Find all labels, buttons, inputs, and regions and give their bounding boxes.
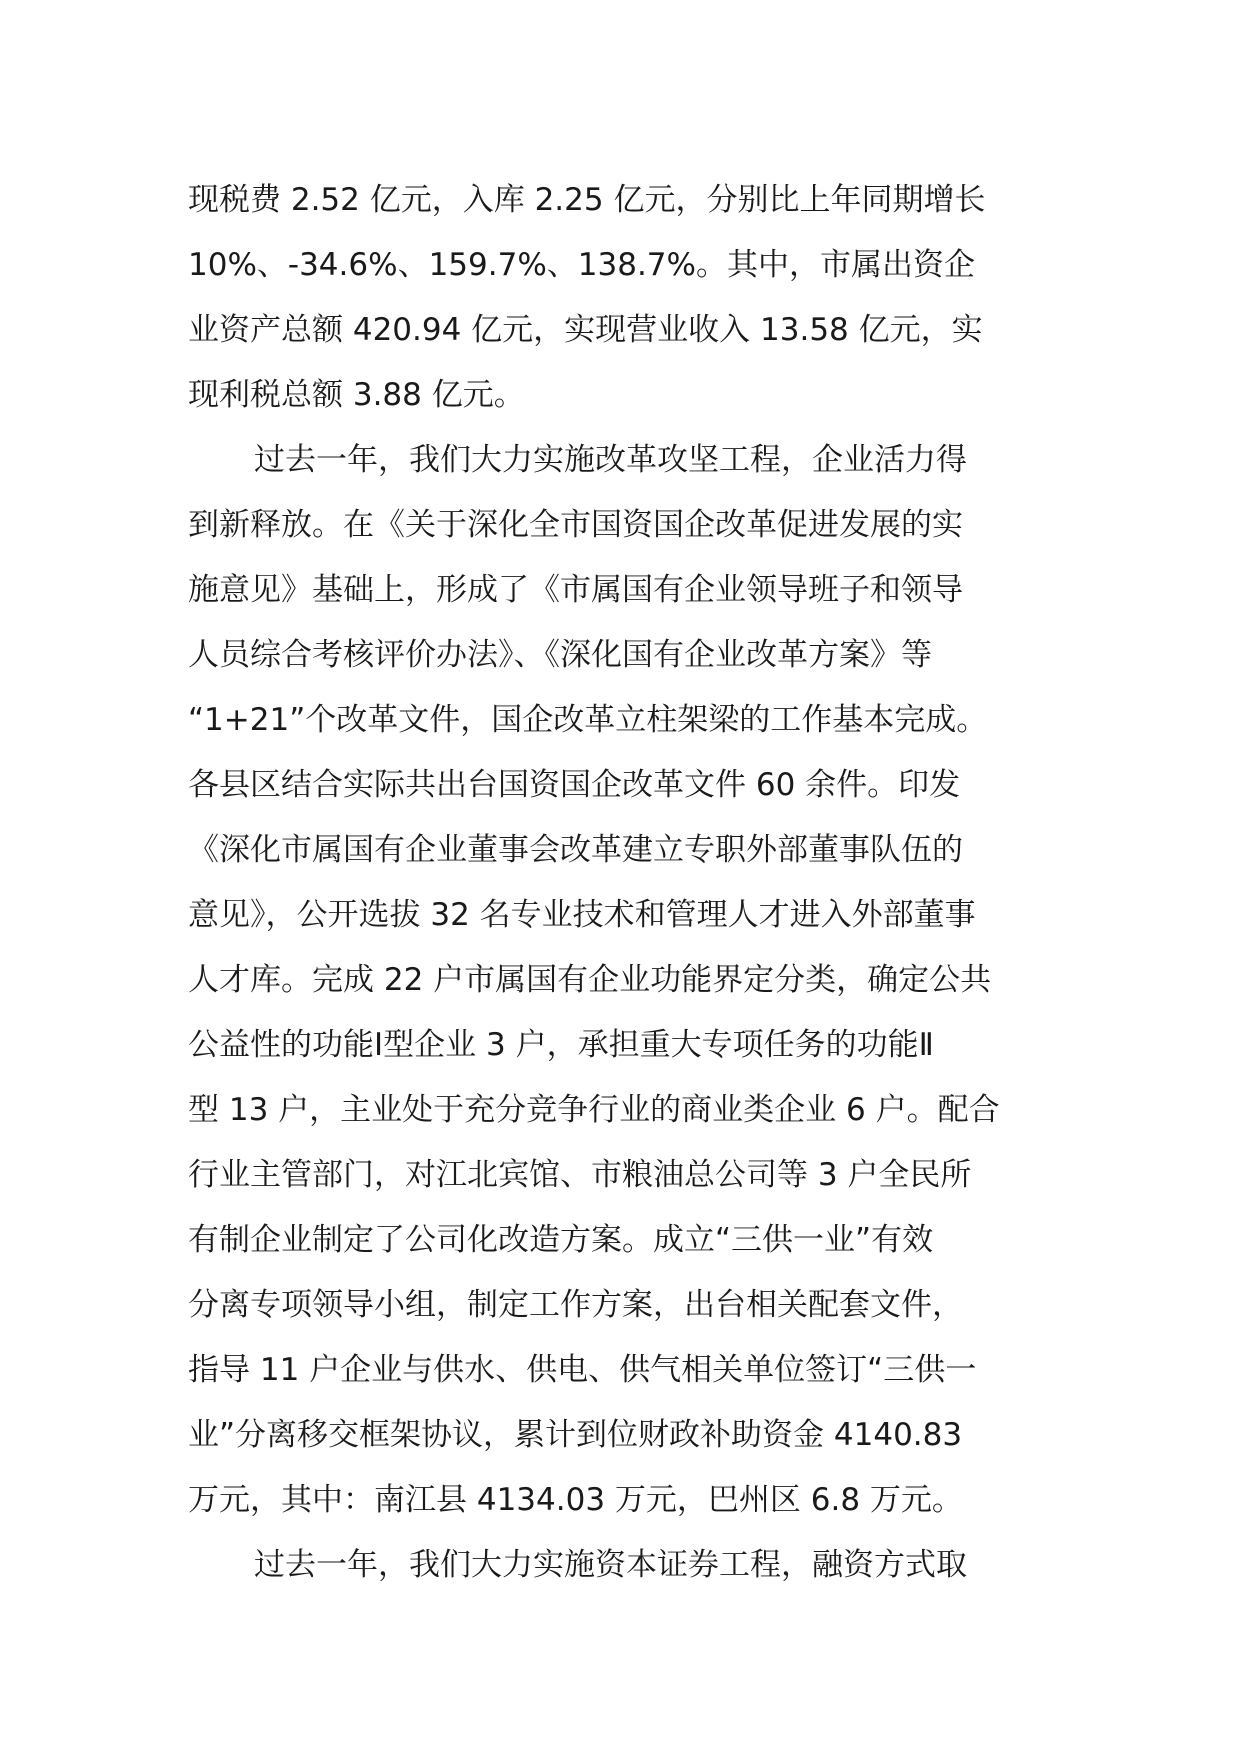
text-line: 业”分离移交框架协议，累计到位财政补助资金 4140.83 [188, 1417, 963, 1453]
text-line: 有制企业制定了公司化改造方案。成立“三供一业”有效 [188, 1222, 934, 1258]
text-line: 业资产总额 420.94 亿元，实现营业收入 13.58 亿元，实 [188, 312, 983, 348]
text-line: 指导 11 户企业与供水、供电、供气相关单位签订“三供一 [188, 1352, 977, 1388]
text-line: 过去一年，我们大力实施改革攻坚工程，企业活力得 [254, 442, 967, 478]
body-text [188, 168, 1068, 1598]
text-line: 各县区结合实际共出台国资国企改革文件 60 余件。印发 [188, 767, 961, 803]
text-line: 过去一年，我们大力实施资本证券工程，融资方式取 [254, 1547, 967, 1583]
text-line: 人才库。完成 22 户市属国有企业功能界定分类，确定公共 [188, 962, 992, 998]
text-line: “1+21”个改革文件，国企改革立柱架梁的工作基本完成。 [188, 702, 988, 738]
text-line: 行业主管部门，对江北宾馆、市粮油总公司等 3 户全民所 [188, 1157, 972, 1193]
text-line: 公益性的功能Ⅰ型企业 3 户，承担重大专项任务的功能Ⅱ [188, 1027, 934, 1063]
text-line: 分离专项领导小组，制定工作方案，出台相关配套文件， [188, 1287, 963, 1323]
text-line: 10%、-34.6%、159.7%、138.7%。其中，市属出资企 [188, 247, 975, 283]
text-line: 《深化市属国有企业董事会改革建立专职外部董事队伍的 [188, 832, 963, 868]
text-line: 现利税总额 3.88 亿元。 [188, 377, 525, 413]
text-line: 人员综合考核评价办法》、《深化国有企业改革方案》等 [188, 637, 932, 673]
text-line: 现税费 2.52 亿元，入库 2.25 亿元，分别比上年同期增长 [188, 182, 986, 218]
text-line: 万元，其中：南江县 4134.03 万元，巴州区 6.8 万元。 [188, 1482, 963, 1518]
text-line: 意见》，公开选拔 32 名专业技术和管理人才进入外部董事 [188, 897, 976, 933]
text-line: 施意见》基础上，形成了《市属国有企业领导班子和领导 [188, 572, 963, 608]
text-line: 型 13 户，主业处于充分竞争行业的商业类企业 6 户。配合 [188, 1092, 1000, 1128]
text-line: 到新释放。在《关于深化全市国资国企改革促进发展的实 [188, 507, 963, 543]
